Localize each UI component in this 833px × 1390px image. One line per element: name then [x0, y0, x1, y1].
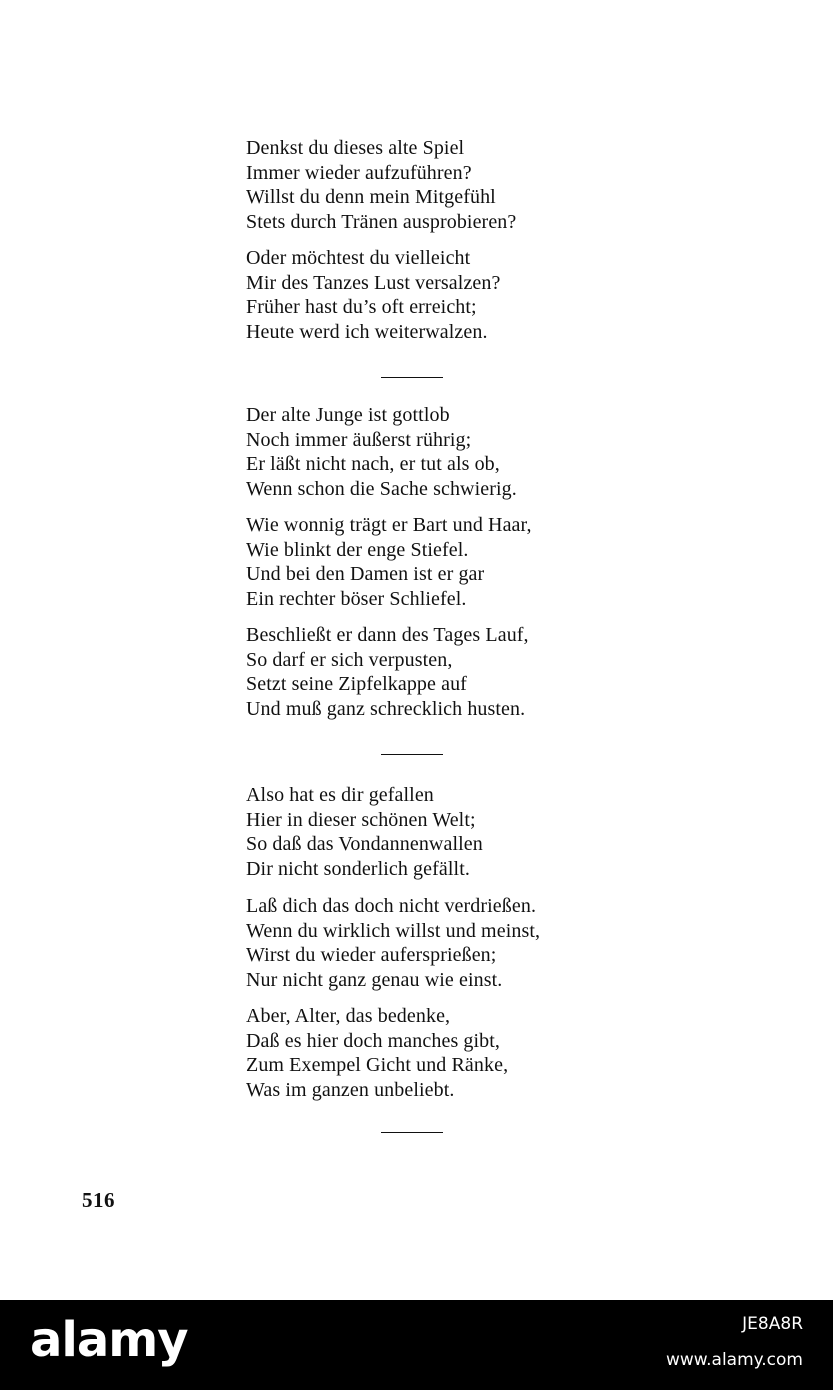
verse-line: Laß dich das doch nicht verdrießen. [246, 895, 537, 917]
watermark-footer [0, 1300, 833, 1390]
verse-line: So daß das Vondannenwallen [246, 833, 483, 855]
verse-line: Immer wieder aufzuführen? [246, 161, 472, 184]
alamy-logo: alamy [30, 1312, 188, 1368]
verse-line: Wirst du wieder aufersprießen; [246, 944, 497, 966]
verse-line: Wenn schon die Sache schwierig. [246, 477, 517, 500]
verse-line: Wie wonnig trägt er Bart und Haar, [246, 514, 532, 536]
poem-divider [381, 1132, 443, 1133]
verse-line: Hier in dieser schönen Welt; [246, 808, 476, 831]
poem-3-stanza-1 [246, 783, 483, 881]
verse-line: Mir des Tanzes Lust versalzen? [246, 271, 501, 294]
verse-line: Was im ganzen unbeliebt. [246, 1078, 455, 1101]
poem-1-stanza-1 [246, 136, 516, 234]
verse-line: Heute werd ich weiterwalzen. [246, 320, 488, 343]
verse-line: Er läßt nicht nach, er tut als ob, [246, 453, 500, 475]
poem-2-stanza-2 [246, 513, 532, 611]
verse-line: Und muß ganz schrecklich husten. [246, 697, 526, 720]
verse-line: Denkst du dieses alte Spiel [246, 137, 465, 159]
verse-line: Zum Exempel Gicht und Ränke, [246, 1054, 509, 1076]
poem-divider [381, 754, 443, 755]
poem-divider [381, 377, 443, 378]
poem-1-stanza-2 [246, 246, 500, 344]
image-code: JE8A8R [742, 1314, 803, 1334]
poem-2-stanza-3 [246, 623, 529, 721]
verse-line: Der alte Junge ist gottlob [246, 404, 450, 426]
page-number: 516 [82, 1188, 115, 1212]
verse-line: Wie blinkt der enge Stiefel. [246, 538, 469, 561]
verse-line: Setzt seine Zipfelkappe auf [246, 673, 467, 695]
verse-line: Wenn du wirklich willst und meinst, [246, 919, 541, 942]
verse-line: Dir nicht sonderlich gefällt. [246, 857, 470, 880]
verse-line: Also hat es dir gefallen [246, 784, 434, 806]
verse-line: Früher hast du’s oft erreicht; [246, 296, 477, 318]
verse-line: Willst du denn mein Mitgefühl [246, 186, 496, 208]
verse-line: Ein rechter böser Schliefel. [246, 587, 467, 610]
verse-line: Daß es hier doch manches gibt, [246, 1029, 501, 1052]
verse-line: Und bei den Damen ist er gar [246, 563, 485, 585]
verse-line: So darf er sich verpusten, [246, 648, 453, 671]
verse-line: Noch immer äußerst rührig; [246, 428, 472, 451]
verse-line: Nur nicht ganz genau wie einst. [246, 968, 503, 991]
verse-line: Beschließt er dann des Tages Lauf, [246, 624, 529, 646]
verse-line: Stets durch Tränen ausprobieren? [246, 210, 517, 233]
poem-3-stanza-2 [246, 894, 540, 992]
poem-3-stanza-3 [246, 1004, 508, 1102]
verse-line: Oder möchtest du vielleicht [246, 247, 471, 269]
poem-2-stanza-1 [246, 403, 517, 501]
footer-url: www.alamy.com [665, 1350, 803, 1370]
verse-line: Aber, Alter, das bedenke, [246, 1005, 451, 1027]
